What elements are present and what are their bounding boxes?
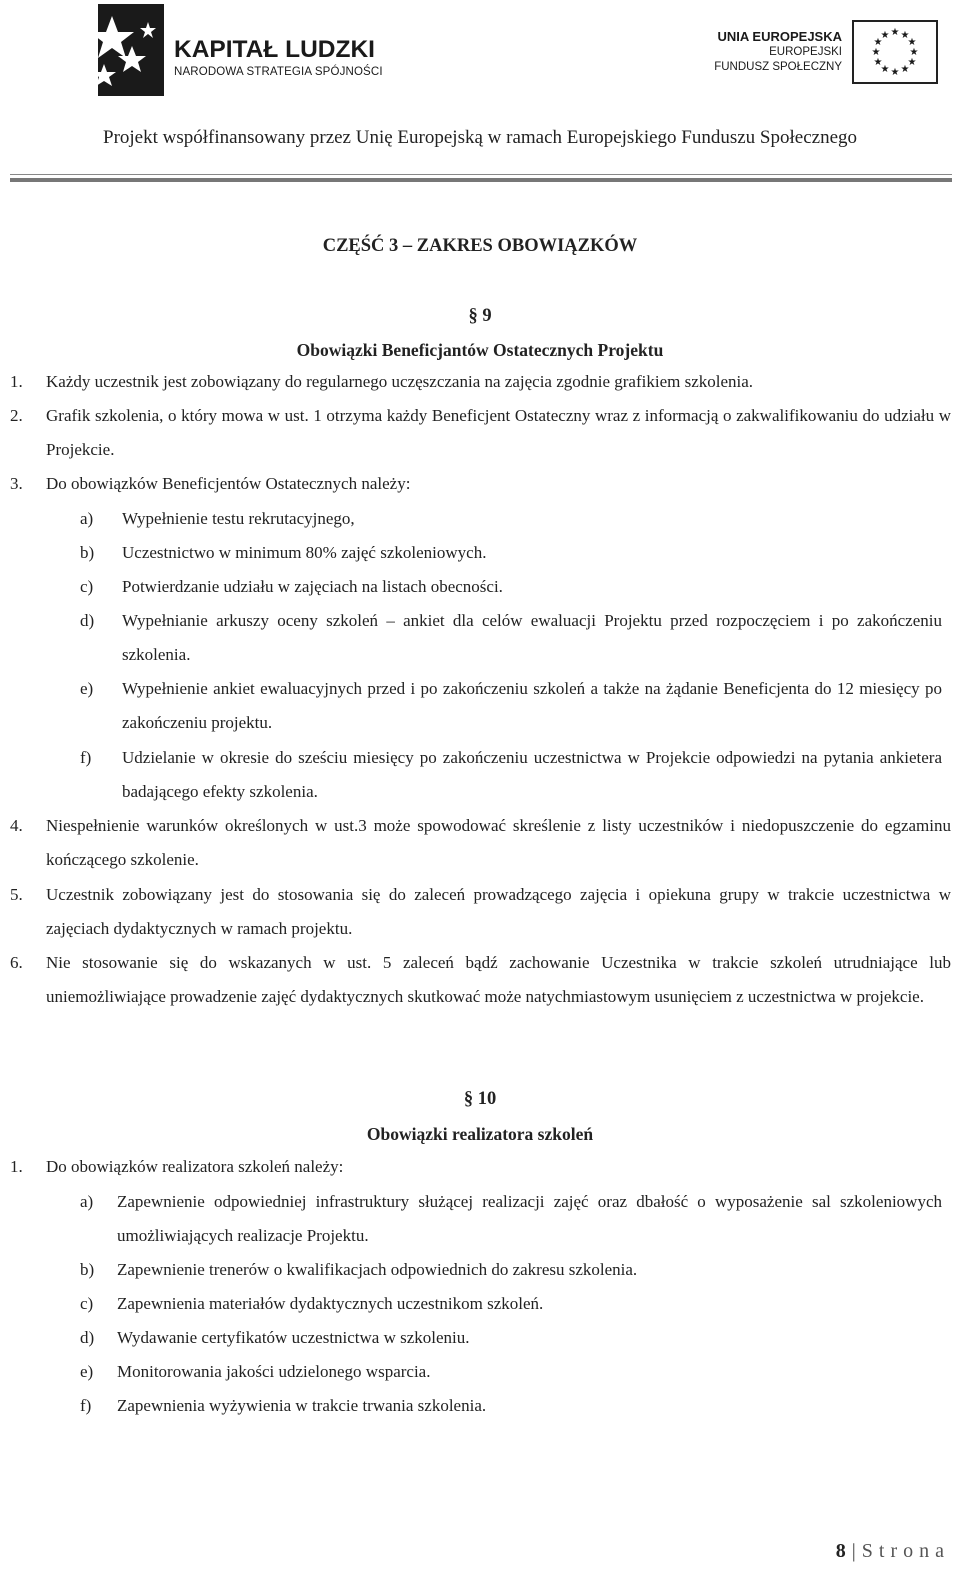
item-text: Grafik szkolenia, o który mowa w ust. 1 otrzyma każdy Beneficjent Ostateczny wraz z informacją o zakwalifikowaniu do udziału w Projekcie. xyxy=(46,406,951,459)
item-number: 4. xyxy=(10,816,23,835)
page-word: Strona xyxy=(861,1540,950,1562)
sub-item-text: Zapewnienie trenerów o kwalifikacjach odpowiednich do zakresu szkolenia. xyxy=(117,1260,638,1279)
item-number: 2. xyxy=(10,406,23,425)
sub-item-letter: c) xyxy=(80,577,94,596)
item-number: 1. xyxy=(10,372,23,391)
eu-logo xyxy=(690,18,950,90)
kapital-ludzki-subtitle: NARODOWA STRATEGIA SPÓJNOŚCI xyxy=(174,66,383,78)
sub-item-text: Wydawanie certyfikatów uczestnictwa w szkoleniu. xyxy=(117,1328,470,1347)
sub-item-letter: a) xyxy=(80,509,94,528)
sub-item-letter: e) xyxy=(80,679,94,698)
eu-flag-icon xyxy=(852,20,938,84)
sub-item-letter: f) xyxy=(80,748,92,767)
part-title: CZĘŚĆ 3 – ZAKRES OBOWIĄZKÓW xyxy=(322,236,638,256)
sub-item-text: Zapewnienie odpowiedniej infrastruktury służącej realizacji zajęć oraz dbałość o wyposażenie sal szkoleniowych umożliwiających realizacje Projektu. xyxy=(117,1192,942,1245)
sub-item-text: Uczestnictwo w minimum 80% zajęć szkoleniowych. xyxy=(122,543,487,562)
sub-item-text: Monitorowania jakości udzielonego wsparcia. xyxy=(117,1362,431,1381)
sub-item-text: Wypełnienie ankiet ewaluacyjnych przed i po zakończeniu szkoleń a także na żądanie Beneficjenta do 12 miesięcy po zakończeniu projektu. xyxy=(122,679,942,732)
kapital-ludzki-logo xyxy=(82,2,402,100)
sub-item-letter: d) xyxy=(80,1328,95,1347)
section-10-sign: § 10 xyxy=(463,1089,497,1109)
header-rule-thick xyxy=(10,178,952,182)
svg-text:★: ★ xyxy=(907,37,917,48)
footer-separator: | xyxy=(851,1540,856,1562)
sub-item-text: Wypełnianie arkuszy oceny szkoleń – ankiet dla celów ewaluacji Projektu przed rozpoczęciem i po zakończeniu szkolenia. xyxy=(122,611,942,664)
page-header xyxy=(0,0,960,190)
eu-logo-line1: UNIA EUROPEJSKA xyxy=(717,29,842,44)
section-9-sign: § 9 xyxy=(468,306,492,326)
sub-item-letter: a) xyxy=(80,1192,94,1211)
svg-text:★: ★ xyxy=(909,47,919,58)
item-number: 5. xyxy=(10,885,23,904)
svg-text:★: ★ xyxy=(880,64,890,75)
sub-item-letter: f) xyxy=(80,1396,92,1415)
sub-item-letter: d) xyxy=(80,611,95,630)
eu-logo-line3: FUNDUSZ SPOŁECZNY xyxy=(714,61,842,73)
svg-text:★: ★ xyxy=(890,27,900,38)
list-item xyxy=(0,467,960,501)
list-item xyxy=(0,399,960,467)
sub-item-letter: c) xyxy=(80,1294,94,1313)
item-number: 1. xyxy=(10,1157,23,1176)
item-text: Niespełnienie warunków określonych w ust.3 może spowodować skreślenie z listy uczestników i niedopuszczenie do egzaminu kończącego szkolenie. xyxy=(46,816,951,869)
svg-text:★: ★ xyxy=(900,64,910,75)
item-text: Uczestnik zobowiązany jest do stosowania się do zaleceń prowadzącego zajęcia i opiekuna grupy w trakcie uczestnictwa w zajęciach dydaktycznych w ramach projektu. xyxy=(46,885,951,938)
item-text: Nie stosowanie się do wskazanych w ust. 5 zaleceń bądź zachowanie Uczestnika w trakcie szkoleń utrudniające lub uniemożliwiające prowadzenie zajęć dydaktycznych skutkować może natychmiastowym usunięciem z uczestnictwa w projekcie. xyxy=(46,953,951,1006)
section-9-title: Obowiązki Beneficjantów Ostatecznych Projektu xyxy=(296,340,664,360)
sub-item-text: Potwierdzanie udziału w zajęciach na listach obecności. xyxy=(122,577,503,596)
page-number: 8 xyxy=(835,1540,846,1562)
sub-item-text: Zapewnienia materiałów dydaktycznych uczestnikom szkoleń. xyxy=(117,1294,544,1313)
kapital-ludzki-name: KAPITAŁ LUDZKI xyxy=(174,36,375,63)
header-rule-thin xyxy=(10,174,952,175)
item-text: Do obowiązków realizatora szkoleń należy: xyxy=(46,1157,344,1176)
page-footer xyxy=(836,1540,950,1563)
svg-text:★: ★ xyxy=(900,30,910,41)
svg-text:★: ★ xyxy=(873,37,883,48)
svg-text:★: ★ xyxy=(880,30,890,41)
sub-item-text: Zapewnienia wyżywienia w trakcie trwania szkolenia. xyxy=(117,1396,487,1415)
svg-text:★: ★ xyxy=(890,67,900,78)
item-text: Do obowiązków Beneficjentów Ostatecznych należy: xyxy=(46,474,411,493)
sub-item-text: Wypełnienie testu rekrutacyjnego, xyxy=(122,509,355,528)
kapital-ludzki-star-icon xyxy=(82,2,168,100)
eu-logo-line2: EUROPEJSKI xyxy=(769,46,842,58)
eu-logo-text xyxy=(714,28,842,75)
sub-item-text: Udzielanie w okresie do sześciu miesięcy po zakończeniu uczestnictwa w Projekcie odpowiedzi na pytania ankietera badającego efekty szkolenia. xyxy=(122,748,942,801)
sub-item-letter: e) xyxy=(80,1362,94,1381)
cofinancing-note: Projekt współfinansowany przez Unię Europejską w ramach Europejskiego Funduszu Społecznego xyxy=(103,127,857,148)
svg-text:★: ★ xyxy=(873,57,883,68)
list-item xyxy=(0,365,960,399)
sub-item-letter: b) xyxy=(80,1260,95,1279)
item-number: 3. xyxy=(10,474,23,493)
item-text: Każdy uczestnik jest zobowiązany do regularnego uczęszczania na zajęcia zgodnie grafikiem szkolenia. xyxy=(46,372,754,391)
sub-item-letter: b) xyxy=(80,543,95,562)
svg-text:★: ★ xyxy=(871,47,881,58)
svg-text:★: ★ xyxy=(907,57,917,68)
item-number: 6. xyxy=(10,953,23,972)
section-10-title: Obowiązki realizatora szkoleń xyxy=(366,1124,594,1144)
